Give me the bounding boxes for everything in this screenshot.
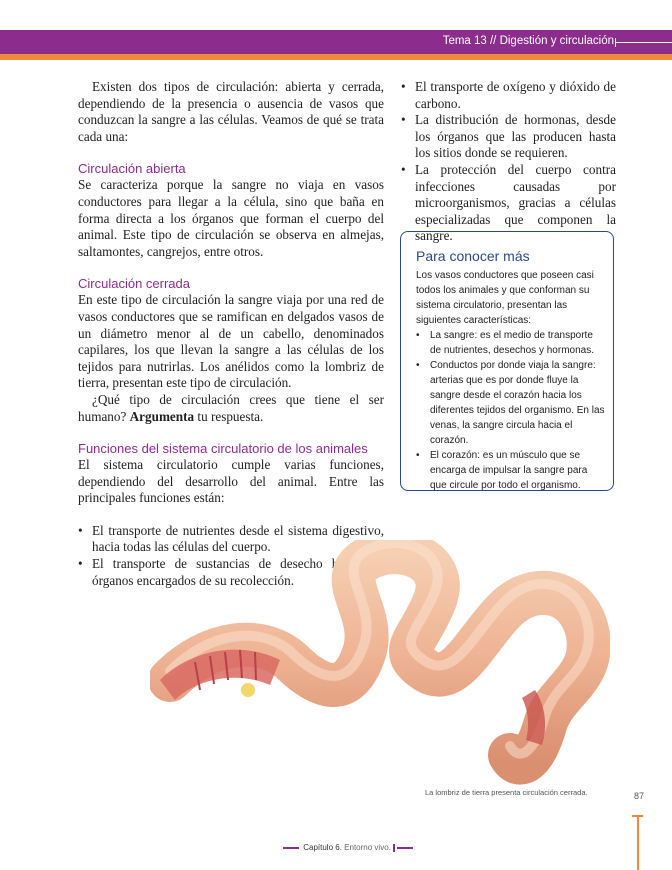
functions-text: El sistema circulatorio cumple varias funciones, dependiendo del desarrollo del animal. Entre las principales funciones están:: [78, 457, 384, 506]
closed-circulation-heading: Circulación cerrada: [78, 276, 190, 292]
footer-rule-left: [283, 847, 299, 849]
list-item: • El transporte de sustancias de desecho hacia los órganos encargados de su recolección.: [78, 556, 384, 589]
page-number: 87: [634, 791, 645, 801]
footer-bar: [393, 844, 395, 852]
closed-circulation-text: En este tipo de circulación la sangre viaja por una red de vasos conductores que se ramifican en delgados vasos de un diámetro menor al de un cabello, denominados capilares, los que llevan la sangre a las células de los tejidos para nutrirlas. Los anélidos como la lombriz de tierra, presentan este tipo de circulación.: [78, 292, 384, 391]
header-title: Tema 13 // Digestión y circulación: [442, 35, 614, 47]
side-marker-line: [637, 815, 639, 870]
question-paragraph: [78, 392, 384, 425]
question-end: tu respuesta.: [194, 408, 264, 424]
footer-chapter: Capítulo 6.: [303, 843, 342, 852]
open-circulation-text: Se caracteriza porque la sangre no viaja en vasos conductores para llegar a la célula, sino que baña en forma directa a los órganos que forman el cuerpo del animal. Este tipo de circulación se observa en almejas, saltamontes, cangrejos, entre otros.: [78, 177, 384, 259]
list-item: • Conductos por donde viaja la sangre: arterias que es por donde fluye la sangre desde el corazón hacia los diferentes tejidos del organismo. En las venas, la sangre circula hacia el corazón.: [416, 358, 605, 448]
info-box-intro: Los vasos conductores que poseen casi todos los animales y que conforman su sistema circulatorio, presentan las siguientes características:: [416, 270, 594, 326]
functions-list-right: [401, 79, 616, 245]
question-text: ¿Qué tipo de circulación crees que tiene el ser humano?: [78, 391, 384, 424]
figure-caption: La lombriz de tierra presenta circulación cerrada.: [425, 788, 588, 797]
left-column: [78, 79, 384, 589]
info-box-title: Para conocer más: [416, 248, 530, 264]
list-item: • La sangre: es el medio de transporte de nutrientes, desechos y hormonas.: [416, 328, 605, 358]
list-item: • El transporte de oxígeno y dióxido de carbono.: [401, 79, 616, 112]
list-item: • El corazón: es un músculo que se encarga de impulsar la sangre para que circule por todo el organismo.: [416, 448, 605, 493]
list-item: • La distribución de hormonas, desde los órganos que las producen hasta los sitios donde se requieren.: [401, 112, 616, 162]
footer-section: Entorno vivo.: [344, 843, 391, 852]
earthworm-illustration: [150, 540, 610, 790]
header-accent-stripe: [0, 54, 672, 60]
footer: [281, 843, 415, 852]
functions-heading: Funciones del sistema circulatorio de los animales: [78, 441, 368, 457]
open-circulation-heading: Circulación abierta: [78, 161, 186, 177]
worm-organ: [241, 683, 255, 697]
question-bold-word: Argumenta: [129, 408, 195, 424]
right-column: [401, 79, 616, 245]
intro-paragraph: Existen dos tipos de circulación: abierta y cerrada, dependiendo de la presencia o ausencia de vasos que conduzcan la sangre a las células. Veamos de qué se trata cada una:: [78, 79, 384, 144]
info-box: [400, 231, 614, 491]
info-box-list: [416, 328, 605, 493]
list-item: • El transporte de nutrientes desde el sistema digestivo, hacia todas las células del cuerpo.: [78, 523, 384, 556]
footer-rule-right: [397, 847, 413, 849]
list-item: • La protección del cuerpo contra infecciones causadas por microorganismos, gracias a células especializadas que componen la sangre.: [401, 162, 616, 245]
header-rule: [616, 42, 672, 43]
